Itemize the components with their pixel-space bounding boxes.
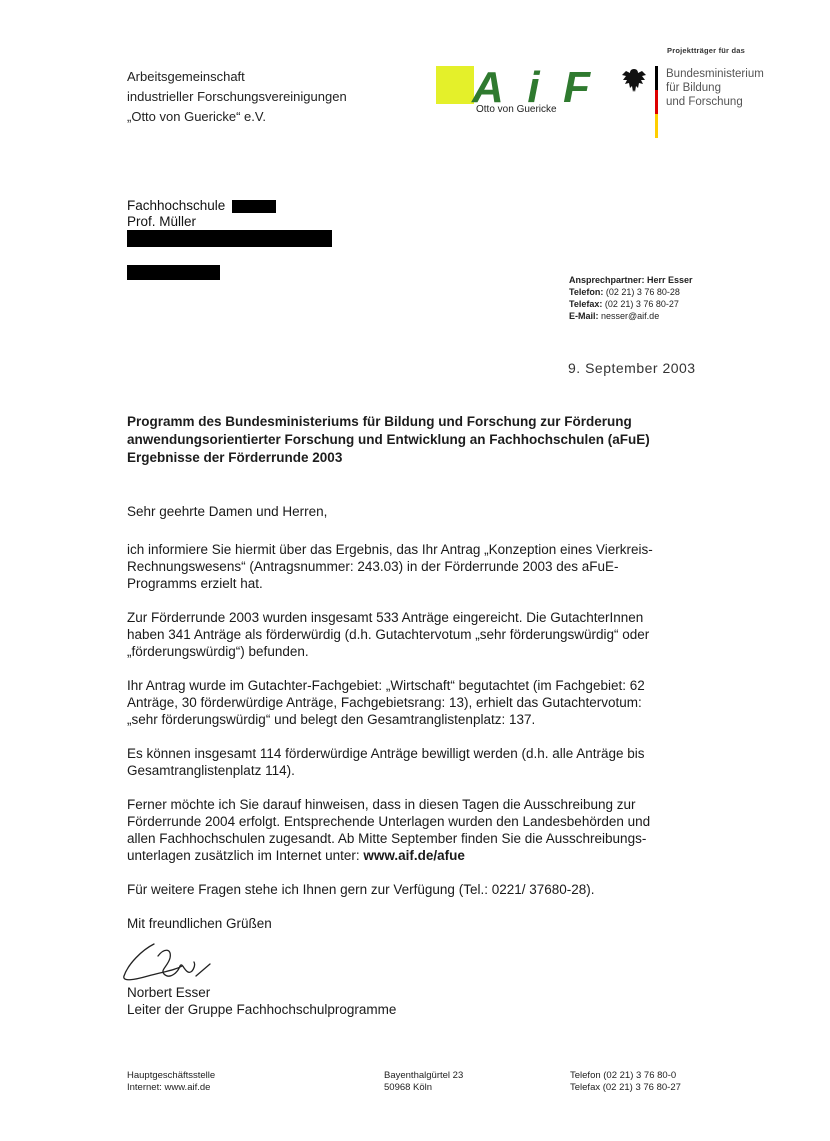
german-flag-bar-icon xyxy=(655,66,658,138)
ministry-line: für Bildung xyxy=(666,82,721,94)
signer-title: Leiter der Gruppe Fachhochschulprogramme xyxy=(127,1002,397,1017)
body-line: Rechnungswesens“ (Antragsnummer: 243.03) in der Förderrunde 2003 des aFuE- xyxy=(127,559,619,574)
body-line: Es können insgesamt 114 förderwürdige Anträge bewilligt werden (d.h. alle Anträge bis xyxy=(127,746,645,761)
afue-link[interactable]: www.aif.de/afue xyxy=(363,848,465,863)
body-line: „förderungswürdig“) befunden. xyxy=(127,644,309,659)
ministry-line: Bundesministerium xyxy=(666,68,764,80)
letter-body xyxy=(127,503,767,932)
sender-line: Arbeitsgemeinschaft xyxy=(127,69,245,84)
recipient-person: Prof. Müller xyxy=(127,214,197,229)
footer-line: 50968 Köln xyxy=(384,1082,433,1093)
sender-line: industrieller Forschungsvereinigungen xyxy=(127,89,347,104)
federal-eagle-icon xyxy=(620,66,648,96)
redaction-bar xyxy=(127,230,332,247)
contact-email: nesser@aif.de xyxy=(601,311,660,321)
contact-block xyxy=(569,274,693,322)
logo-subtitle: Otto von Guericke xyxy=(476,104,557,115)
body-line: haben 341 Anträge als förderwürdig (d.h. Gutachtervotum „sehr förderungswürdig“ oder xyxy=(127,627,650,642)
subject-line: anwendungsorientierter Forschung und Entwicklung an Fachhochschulen (aFuE) xyxy=(127,432,650,447)
redaction-bar xyxy=(232,200,276,213)
footer-address xyxy=(384,1070,463,1094)
body-line: allen Fachhochschulen zugesandt. Ab Mitte September finden Sie die Ausschreibungs- xyxy=(127,831,647,846)
sender-organisation xyxy=(127,67,347,127)
svg-text:AiF: AiF xyxy=(472,64,590,112)
ministry-line: und Forschung xyxy=(666,96,743,108)
footer-line: Internet: www.aif.de xyxy=(127,1082,211,1093)
handwritten-signature xyxy=(118,936,218,986)
footer-line: Telefon (02 21) 3 76 80-0 xyxy=(570,1070,677,1081)
body-line: Gesamtranglistenplatz 114). xyxy=(127,763,295,778)
subject xyxy=(127,413,650,467)
contact-person-label: Ansprechpartner: xyxy=(569,275,645,285)
body-line: Ihr Antrag wurde im Gutachter-Fachgebiet: „Wirtschaft“ begutachtet (im Fachgebiet: 62 xyxy=(127,678,645,693)
contact-fax-label: Telefax: xyxy=(569,299,603,309)
salutation: Sehr geehrte Damen und Herren, xyxy=(127,504,328,519)
body-line: Für weitere Fragen stehe ich Ihnen gern zur Verfügung (Tel.: 0221/ 37680-28). xyxy=(127,882,595,897)
contact-person: Herr Esser xyxy=(647,275,693,285)
body-text: unterlagen zusätzlich im Internet unter: xyxy=(127,848,364,863)
closing: Mit freundlichen Grüßen xyxy=(127,916,272,931)
body-line: „sehr förderungswürdig“ und belegt den Gesamtranglistenplatz: 137. xyxy=(127,712,536,727)
subject-line: Ergebnisse der Förderrunde 2003 xyxy=(127,450,343,465)
recipient-institution: Fachhochschule xyxy=(127,198,226,213)
signer-block xyxy=(127,984,396,1018)
contact-fax: (02 21) 3 76 80-27 xyxy=(604,299,679,309)
sender-line: „Otto von Guericke“ e.V. xyxy=(127,109,266,124)
contact-phone: (02 21) 3 76 80-28 xyxy=(605,287,680,297)
footer-phone xyxy=(570,1070,681,1094)
body-line: Ferner möchte ich Sie darauf hinweisen, dass in diesen Tagen die Ausschreibung zur xyxy=(127,797,636,812)
project-sponsor-label: Projektträger für das xyxy=(667,46,745,55)
letter-date: 9. September 2003 xyxy=(568,360,696,376)
signer-name: Norbert Esser xyxy=(127,985,211,1000)
subject-line: Programm des Bundesministeriums für Bildung und Forschung zur Förderung xyxy=(127,414,632,429)
ministry-name xyxy=(666,67,764,109)
body-line: Programms erzielt hat. xyxy=(127,576,263,591)
body-line xyxy=(127,847,767,864)
body-line: ich informiere Sie hiermit über das Ergebnis, das Ihr Antrag „Konzeption eines Vierkreis- xyxy=(127,542,653,557)
recipient-address xyxy=(127,198,332,280)
body-line: Zur Förderrunde 2003 wurden insgesamt 533 Anträge eingereicht. Die GutachterInnen xyxy=(127,610,644,625)
contact-phone-label: Telefon: xyxy=(569,287,604,297)
footer-line: Bayenthalgürtel 23 xyxy=(384,1070,464,1081)
footer-line: Telefax (02 21) 3 76 80-27 xyxy=(570,1082,681,1093)
footer-line: Hauptgeschäftsstelle xyxy=(127,1070,216,1081)
body-line: Anträge, 30 förderwürdige Anträge, Fachgebietsrang: 13), erhielt das Gutachtervotum: xyxy=(127,695,642,710)
footer-headquarters xyxy=(127,1070,215,1094)
body-line: Förderrunde 2004 erfolgt. Entsprechende Unterlagen wurden den Landesbehörden und xyxy=(127,814,651,829)
redaction-bar xyxy=(127,265,220,280)
contact-email-label: E-Mail: xyxy=(569,311,599,321)
